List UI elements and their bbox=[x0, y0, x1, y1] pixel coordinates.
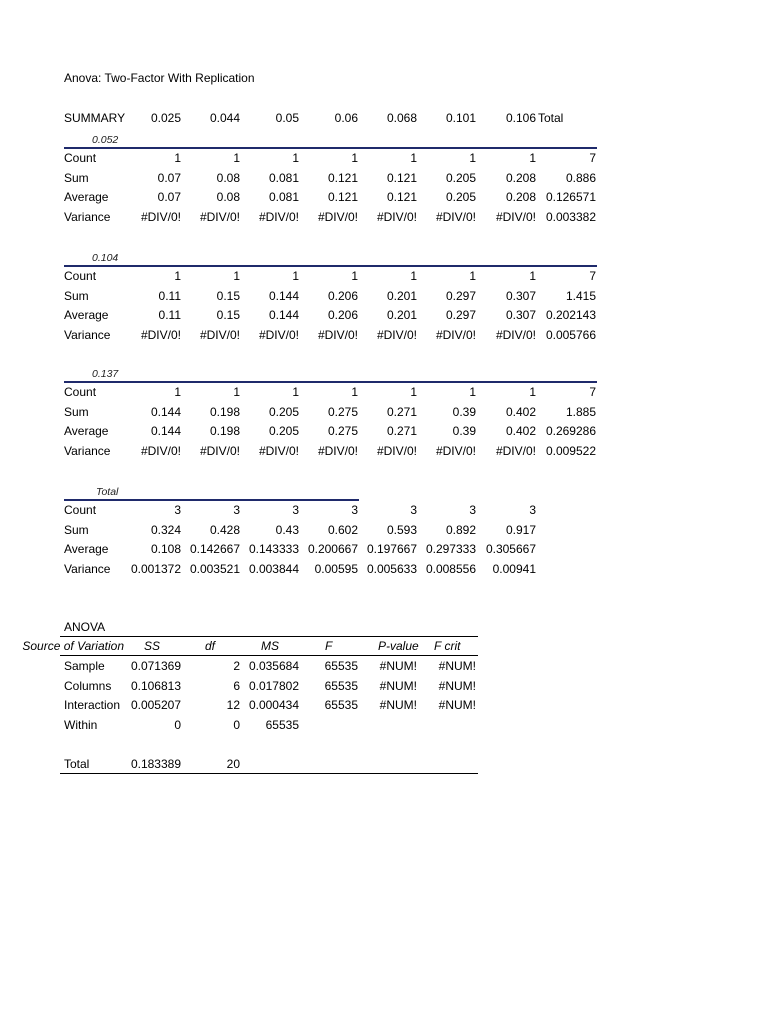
summary-cell: #DIV/0! bbox=[495, 209, 536, 224]
summary-cell: 0.297333 bbox=[425, 542, 476, 556]
summary-cell: 1 bbox=[469, 151, 476, 165]
summary-cell: 0.15 bbox=[216, 288, 240, 303]
summary-cell: 0.121 bbox=[386, 190, 417, 204]
summary-cell: #DIV/0! bbox=[376, 209, 417, 224]
summary-cell: 0.43 bbox=[275, 522, 299, 537]
summary-cell: 3 bbox=[469, 503, 476, 517]
anova-header-rule bbox=[60, 655, 478, 656]
summary-cell: 0.39 bbox=[452, 424, 476, 438]
summary-cell: 3 bbox=[410, 503, 417, 517]
anova-cell: 0.071369 bbox=[130, 659, 181, 673]
summary-cell: #DIV/0! bbox=[199, 327, 240, 342]
anova-row-label: Within bbox=[64, 717, 98, 732]
summary-cell: 0.108 bbox=[150, 542, 181, 556]
summary-column-header: 0.044 bbox=[209, 111, 240, 125]
summary-column-header: 0.101 bbox=[445, 111, 476, 125]
summary-cell: 0.305667 bbox=[485, 542, 536, 556]
summary-cell: #DIV/0! bbox=[258, 443, 299, 458]
summary-row-label: Variance bbox=[64, 561, 111, 576]
summary-cell: 0.008556 bbox=[425, 561, 476, 576]
summary-cell: 7 bbox=[589, 151, 596, 165]
summary-cell: 0.126571 bbox=[545, 190, 596, 204]
anova-cell: 0.005207 bbox=[130, 698, 181, 712]
summary-cell: 0.00595 bbox=[314, 561, 358, 576]
summary-cell: #DIV/0! bbox=[140, 209, 181, 224]
summary-cell: #DIV/0! bbox=[258, 209, 299, 224]
summary-cell: #DIV/0! bbox=[317, 443, 358, 458]
summary-cell: 0.144 bbox=[150, 404, 181, 419]
summary-row-label: Variance bbox=[64, 327, 111, 342]
summary-column-header: 0.106 bbox=[505, 111, 536, 125]
summary-cell: 0.197667 bbox=[366, 542, 417, 556]
summary-cell: 0.206 bbox=[327, 308, 358, 322]
summary-cell: #DIV/0! bbox=[376, 327, 417, 342]
group-rule bbox=[64, 381, 597, 383]
summary-cell: 0.143333 bbox=[248, 542, 299, 556]
summary-cell: 0.001372 bbox=[130, 561, 181, 576]
group-label: 0.052 bbox=[92, 134, 119, 146]
summary-column-header: 0.068 bbox=[386, 111, 417, 125]
summary-cell: #DIV/0! bbox=[140, 327, 181, 342]
anova-column-header: F crit bbox=[434, 639, 461, 653]
summary-cell: 1 bbox=[351, 151, 358, 165]
summary-cell: 0.886 bbox=[565, 170, 596, 185]
summary-cell: 0.297 bbox=[445, 288, 476, 303]
group-label: Total bbox=[96, 486, 119, 498]
summary-row-label: Count bbox=[64, 503, 97, 517]
anova-cell: #NUM! bbox=[438, 698, 476, 712]
summary-row-label: Sum bbox=[64, 288, 89, 303]
summary-row-label: Count bbox=[64, 385, 97, 399]
summary-row-label: Average bbox=[64, 190, 109, 204]
summary-cell: 0.005766 bbox=[545, 327, 596, 342]
summary-cell: 0.269286 bbox=[545, 424, 596, 438]
summary-cell: #DIV/0! bbox=[199, 209, 240, 224]
anova-row-label: Interaction bbox=[64, 698, 121, 712]
summary-cell: 0.121 bbox=[327, 190, 358, 204]
anova-cell: 65535 bbox=[324, 678, 358, 693]
summary-cell: 0.297 bbox=[445, 308, 476, 322]
summary-cell: 0.205 bbox=[268, 424, 299, 438]
summary-cell: 0.081 bbox=[268, 190, 299, 204]
anova-cell: 2 bbox=[233, 659, 240, 673]
summary-cell: 0.07 bbox=[157, 190, 181, 204]
anova-total-cell: 0.183389 bbox=[130, 757, 181, 771]
summary-cell: 1 bbox=[469, 385, 476, 399]
summary-cell: 7 bbox=[589, 269, 596, 283]
summary-cell: 0.206 bbox=[327, 288, 358, 303]
summary-cell: #DIV/0! bbox=[376, 443, 417, 458]
summary-cell: 0.121 bbox=[327, 170, 358, 185]
anova-row-label: Columns bbox=[64, 678, 112, 693]
summary-cell: 0.275 bbox=[327, 424, 358, 438]
summary-column-header: 0.025 bbox=[150, 111, 181, 125]
summary-row-label: Average bbox=[64, 542, 109, 556]
anova-top-rule bbox=[60, 636, 478, 637]
summary-cell: 0.142667 bbox=[189, 542, 240, 556]
anova-cell: 0.000434 bbox=[248, 698, 299, 712]
summary-column-header: 0.05 bbox=[275, 111, 299, 125]
summary-cell: #DIV/0! bbox=[199, 443, 240, 458]
anova-cell: #NUM! bbox=[379, 659, 417, 673]
summary-cell: 0.11 bbox=[158, 308, 181, 322]
summary-row-label: Count bbox=[64, 269, 97, 283]
summary-cell: 0.892 bbox=[445, 522, 476, 537]
summary-row-label: Count bbox=[64, 151, 97, 165]
group-rule bbox=[64, 147, 597, 149]
summary-cell: 0.00941 bbox=[492, 561, 536, 576]
summary-cell: 0.201 bbox=[386, 288, 417, 303]
summary-cell: #DIV/0! bbox=[435, 327, 476, 342]
summary-cell: #DIV/0! bbox=[140, 443, 181, 458]
summary-cell: 0.271 bbox=[386, 424, 417, 438]
anova-cell: 6 bbox=[233, 678, 240, 693]
summary-cell: 0.602 bbox=[327, 522, 358, 537]
summary-column-header: Total bbox=[538, 111, 564, 125]
summary-cell: 0.402 bbox=[505, 404, 536, 419]
summary-row-label: Variance bbox=[64, 209, 111, 224]
anova-cell: #NUM! bbox=[379, 698, 417, 712]
summary-cell: 0.003382 bbox=[545, 209, 596, 224]
summary-cell: 0.307 bbox=[505, 308, 536, 322]
summary-cell: 0.324 bbox=[150, 522, 181, 537]
summary-row-label: Sum bbox=[64, 404, 89, 419]
anova-bottom-rule bbox=[60, 773, 478, 774]
anova-cell: #NUM! bbox=[438, 659, 476, 673]
anova-cell: 12 bbox=[226, 698, 240, 712]
summary-cell: 0.009522 bbox=[545, 443, 596, 458]
summary-cell: #DIV/0! bbox=[317, 209, 358, 224]
summary-cell: 7 bbox=[589, 385, 596, 399]
anova-cell: #NUM! bbox=[438, 678, 476, 693]
summary-cell: #DIV/0! bbox=[495, 443, 536, 458]
summary-cell: 1 bbox=[233, 385, 240, 399]
summary-cell: 0.003521 bbox=[189, 561, 240, 576]
anova-cell: 65535 bbox=[324, 698, 358, 712]
summary-cell: #DIV/0! bbox=[495, 327, 536, 342]
summary-cell: 0.205 bbox=[445, 190, 476, 204]
summary-column-header: 0.06 bbox=[334, 111, 358, 125]
anova-cell: 65535 bbox=[324, 659, 358, 673]
summary-cell: #DIV/0! bbox=[317, 327, 358, 342]
summary-cell: 3 bbox=[529, 503, 536, 517]
summary-cell: 0.144 bbox=[268, 308, 299, 322]
summary-cell: 0.11 bbox=[158, 288, 181, 303]
summary-cell: 1.415 bbox=[565, 288, 596, 303]
anova-total-cell: 20 bbox=[226, 757, 240, 771]
summary-row-label: Average bbox=[64, 424, 109, 438]
summary-cell: 0.201 bbox=[386, 308, 417, 322]
summary-cell: #DIV/0! bbox=[435, 209, 476, 224]
summary-cell: 1 bbox=[469, 269, 476, 283]
anova-column-header: P-value bbox=[378, 639, 419, 653]
summary-cell: 0.081 bbox=[268, 170, 299, 185]
summary-cell: 0.08 bbox=[216, 170, 240, 185]
summary-cell: 0.003844 bbox=[248, 561, 299, 576]
summary-cell: 1 bbox=[529, 269, 536, 283]
summary-cell: 1 bbox=[174, 269, 181, 283]
summary-cell: 1.885 bbox=[565, 404, 596, 419]
anova-total-label: Total bbox=[64, 757, 90, 771]
summary-cell: 0.15 bbox=[216, 308, 240, 322]
summary-cell: 0.202143 bbox=[545, 308, 596, 322]
report-title: Anova: Two-Factor With Replication bbox=[64, 71, 255, 85]
summary-cell: 1 bbox=[529, 385, 536, 399]
summary-cell: #DIV/0! bbox=[435, 443, 476, 458]
summary-cell: 3 bbox=[292, 503, 299, 517]
anova-cell: 0 bbox=[233, 717, 240, 732]
summary-cell: 0.402 bbox=[505, 424, 536, 438]
summary-cell: 0.08 bbox=[216, 190, 240, 204]
summary-row-label: Sum bbox=[64, 522, 89, 537]
group-label: 0.104 bbox=[92, 252, 119, 264]
summary-cell: 1 bbox=[292, 151, 299, 165]
summary-cell: 3 bbox=[174, 503, 181, 517]
summary-cell: 1 bbox=[233, 151, 240, 165]
anova-column-header: MS bbox=[261, 639, 279, 653]
summary-cell: 1 bbox=[233, 269, 240, 283]
summary-cell: 1 bbox=[410, 151, 417, 165]
summary-cell: 0.198 bbox=[209, 404, 240, 419]
summary-cell: 0.144 bbox=[150, 424, 181, 438]
anova-cell: 0 bbox=[174, 717, 181, 732]
anova-cell: 0.106813 bbox=[130, 678, 181, 693]
summary-cell: 1 bbox=[292, 269, 299, 283]
summary-cell: 0.205 bbox=[268, 404, 299, 419]
summary-cell: 0.307 bbox=[505, 288, 536, 303]
summary-cell: 0.205 bbox=[445, 170, 476, 185]
summary-row-label: Sum bbox=[64, 170, 89, 185]
summary-header-label: SUMMARY bbox=[64, 111, 126, 125]
summary-cell: 0.275 bbox=[327, 404, 358, 419]
summary-cell: 0.208 bbox=[505, 170, 536, 185]
summary-cell: 0.005633 bbox=[366, 561, 417, 576]
summary-cell: 1 bbox=[292, 385, 299, 399]
summary-cell: 3 bbox=[233, 503, 240, 517]
anova-cell: #NUM! bbox=[379, 678, 417, 693]
summary-cell: 0.200667 bbox=[307, 542, 358, 556]
summary-cell: 1 bbox=[174, 151, 181, 165]
summary-cell: 0.593 bbox=[386, 522, 417, 537]
summary-cell: 0.271 bbox=[386, 404, 417, 419]
anova-column-header: F bbox=[325, 639, 333, 653]
anova-cell: 0.035684 bbox=[248, 659, 299, 673]
anova-cell: 65535 bbox=[265, 717, 299, 732]
summary-cell: 1 bbox=[410, 385, 417, 399]
summary-cell: 0.144 bbox=[268, 288, 299, 303]
summary-cell: 1 bbox=[351, 385, 358, 399]
summary-cell: 1 bbox=[174, 385, 181, 399]
anova-column-header: df bbox=[205, 639, 216, 653]
anova-cell: 0.017802 bbox=[248, 678, 299, 693]
summary-cell: 0.07 bbox=[157, 170, 181, 185]
anova-column-header: Source of Variation bbox=[22, 639, 124, 653]
summary-cell: 1 bbox=[410, 269, 417, 283]
summary-cell: 0.39 bbox=[452, 404, 476, 419]
group-rule bbox=[64, 265, 597, 267]
summary-cell: 0.428 bbox=[209, 522, 240, 537]
summary-cell: 1 bbox=[529, 151, 536, 165]
summary-cell: 1 bbox=[351, 269, 358, 283]
summary-cell: 0.208 bbox=[505, 190, 536, 204]
anova-row-label: Sample bbox=[64, 659, 105, 673]
summary-row-label: Variance bbox=[64, 443, 111, 458]
summary-cell: #DIV/0! bbox=[258, 327, 299, 342]
group-rule bbox=[64, 499, 359, 501]
summary-cell: 0.198 bbox=[209, 424, 240, 438]
anova-column-header: SS bbox=[144, 639, 161, 653]
group-label: 0.137 bbox=[92, 368, 119, 380]
summary-row-label: Average bbox=[64, 308, 109, 322]
summary-cell: 3 bbox=[351, 503, 358, 517]
summary-cell: 0.917 bbox=[505, 522, 536, 537]
summary-cell: 0.121 bbox=[386, 170, 417, 185]
anova-title: ANOVA bbox=[64, 620, 106, 634]
